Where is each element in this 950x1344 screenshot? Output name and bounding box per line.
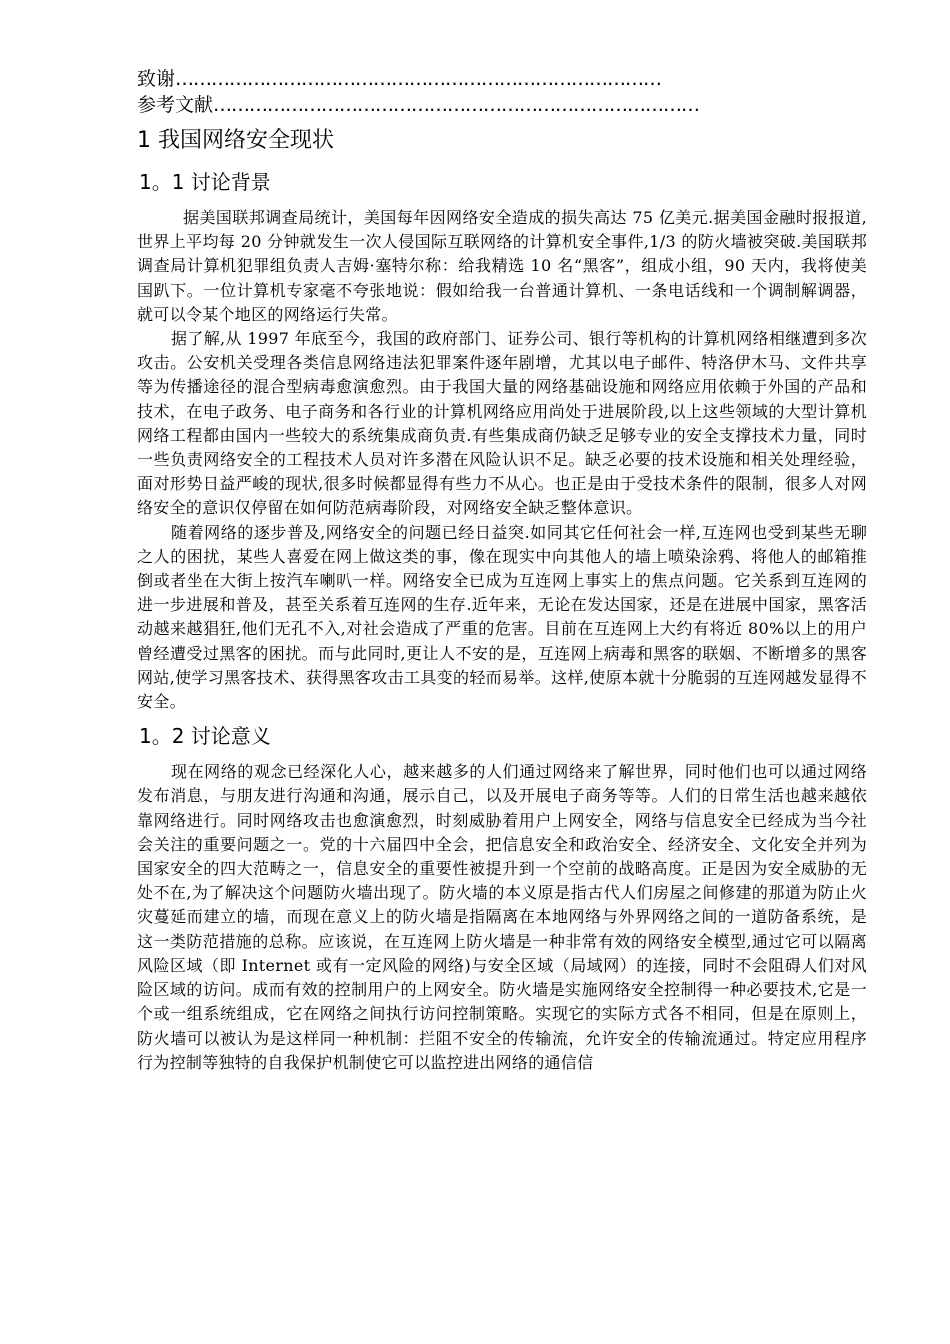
toc-entry-acknowledgements[interactable] (137, 66, 767, 92)
toc-entry-references[interactable] (137, 92, 767, 118)
section-title-background: 1。1 讨论背景 (139, 170, 271, 194)
document-page (137, 66, 867, 1075)
paragraph: 据了解,从 1997 年底至今，我国的政府部门、证券公司、银行等机构的计算机网络相继遭到多次攻击。公安机关受理各类信息网络违法犯罪案件逐年剧增，尤其以电子邮件、特洛伊木马、文件共享等为传播途径的混合型病毒愈演愈烈。由于我国大量的网络基础设施和网络应用依赖于外国的产品和技术，在电子政务、电子商务和各行业的计算机网络应用尚处于进展阶段,以上这些领域的大型计算机网络工程都由国内一些较大的系统集成商负责.有些集成商仍缺乏足够专业的安全支撑技术力量，同时一些负责网络安全的工程技术人员对许多潜在风险认识不足。缺乏必要的技术设施和相关处理经验，面对形势日益严峻的现状,很多时候都显得有些力不从心。也正是由于受技术条件的限制，很多人对网络安全的意识仅停留在如何防范病毒阶段，对网络安全缺乏整体意识。 (137, 329, 867, 518)
paragraph: 现在网络的观念已经深化人心，越来越多的人们通过网络来了解世界，同时他们也可以通过网络发布消息，与朋友进行沟通和沟通，展示自己，以及开展电子商务等等。人们的日常生活也越来越依靠网络进行。同时网络攻击也愈演愈烈，时刻威胁着用户上网安全，网络与信息安全已经成为当今社会关注的重要问题之一。党的十六届四中全会，把信息安全和政治安全、经济安全、文化安全并列为国家安全的四大范畴之一，信息安全的重要性被提升到一个空前的战略高度。正是因为安全威胁的无处不在,为了解决这个问题防火墙出现了。防火墙的本义原是指古代人们房屋之间修建的那道为防止火灾蔓延而建立的墙，而现在意义上的防火墙是指隔离在本地网络与外界网络之间的一道防备系统，是这一类防范措施的总称。应该说，在互连网上防火墙是一种非常有效的网络安全模型,通过它可以隔离风险区域（即 Internet 或有一定风险的网络)与安全区域（局域网）的连接，同时不会阻碍人们对风险区域的访问。成而有效的控制用户的上网安全。防火墙是实施网络安全控制得一种必要技术,它是一个或一组系统组成，它在网络之间执行访问控制策略。实现它的实际方式各不相同，但是在原则上，防火墙可以被认为是这样同一种机制：拦阻不安全的传输流，允许安全的传输流通过。特定应用程序行为控制等独特的自我保护机制使它可以监控进出网络的通信信 (137, 762, 867, 1072)
toc-label: 参考文献 (137, 94, 214, 116)
chapter-title: 1 我国网络安全现状 (137, 128, 334, 153)
section-title-significance: 1。2 讨论意义 (139, 724, 271, 749)
toc-label: 致谢 (137, 68, 176, 90)
toc-leader: ……………………………………………………………………… (175, 68, 662, 90)
toc-leader: ……………………………………………………………………… (213, 94, 700, 116)
paragraph: 据美国联邦调查局统计，美国每年因网络安全造成的损失高达 75 亿美元.据美国金融时报报道,世界上平均每 20 分钟就发生一次人侵国际互联网络的计算机安全事件,1/3 的防火墙被突破.美国联邦调查局计算机犯罪组负责人吉姆·塞特尔称：给我精选 10 名“黑客”，组成小组，90 天内，我将使美国趴下。一位计算机专家毫不夸张地说：假如给我一台普通计算机、一条电话线和一个调制解调器，就可以令某个地区的网络运行失常。 (137, 208, 867, 324)
paragraph: 随着网络的逐步普及,网络安全的问题已经日益突.如同其它任何社会一样,互连网也受到某些无聊之人的困扰，某些人喜爱在网上做这类的事，像在现实中向其他人的墙上喷染涂鸦、将他人的邮箱推倒或者坐在大街上按汽车喇叭一样。网络安全已成为互连网上事实上的焦点问题。它关系到互连网的进一步进展和普及，甚至关系着互连网的生存.近年来，无论在发达国家，还是在进展中国家，黑客活动越来越猖狂,他们无孔不入,对社会造成了严重的危害。目前在互连网上大约有将近 80%以上的用户曾经遭受过黑客的困扰。而与此同时,更让人不安的是，互连网上病毒和黑客的联姻、不断增多的黑客网站,使学习黑客技术、获得黑客攻击工具变的轻而易举。这样,使原本就十分脆弱的互连网越发显得不安全。 (137, 522, 867, 712)
